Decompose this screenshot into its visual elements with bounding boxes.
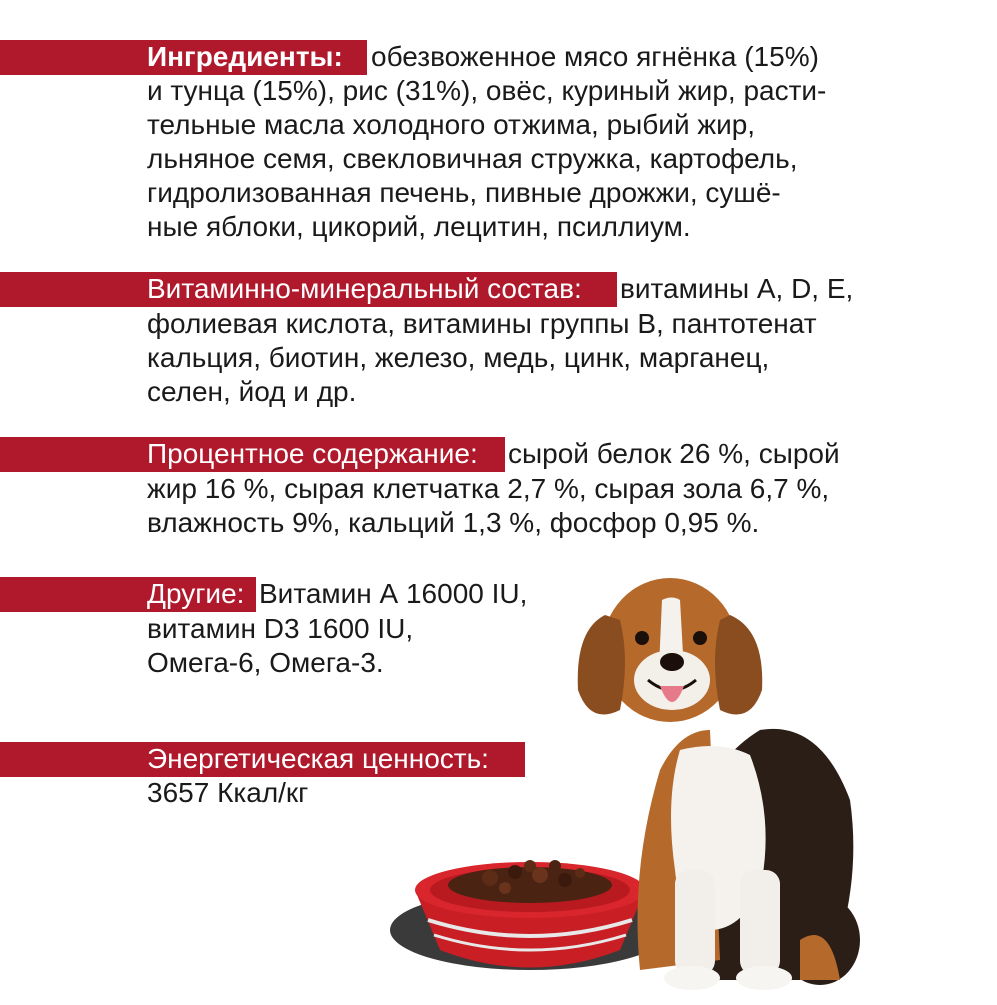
section-line: тельные масла холодного отжима, рыбий жир,	[147, 109, 756, 140]
section-first-line: витамины А, D, Е,	[620, 273, 854, 304]
section-line: кальция, биотин, железо, медь, цинк, марганец,	[147, 342, 770, 373]
section-label: Витаминно-минеральный состав:	[147, 273, 582, 304]
section-line: 3657 Ккал/кг	[147, 777, 309, 808]
section-label: Процентное содержание:	[147, 438, 478, 469]
section-line: льняное семя, свекловичная стружка, картофель,	[147, 143, 798, 174]
red-food-bowl-icon	[390, 860, 670, 970]
section-line: гидролизованная печень, пивные дрожжи, сушё-	[147, 177, 781, 208]
section-first-line: обезвоженное мясо ягнёнка (15%)	[371, 41, 819, 72]
section-first-line: Витамин А 16000 IU,	[259, 578, 528, 609]
section-label: Ингредиенты:	[147, 41, 343, 72]
dog-illustration	[380, 540, 997, 1000]
section-line: витамин D3 1600 IU,	[147, 613, 414, 644]
section-line: фолиевая кислота, витамины группы В, пантотенат	[147, 308, 817, 339]
section-line: и тунца (15%), рис (31%), овёс, куриный жир, расти-	[147, 75, 827, 106]
section-line: ные яблоки, цикорий, лецитин, псиллиум.	[147, 211, 691, 242]
section-line: Омега-6, Омега-3.	[147, 647, 384, 678]
section-label: Другие:	[147, 578, 245, 609]
section-line: влажность 9%, кальций 1,3 %, фосфор 0,95 %.	[147, 507, 760, 538]
section-label: Энергетическая ценность:	[147, 743, 489, 774]
section-line: жир 16 %, сырая клетчатка 2,7 %, сырая зола 6,7 %,	[147, 473, 830, 504]
section-line: селен, йод и др.	[147, 376, 357, 407]
section-first-line: сырой белок 26 %, сырой	[508, 438, 840, 469]
